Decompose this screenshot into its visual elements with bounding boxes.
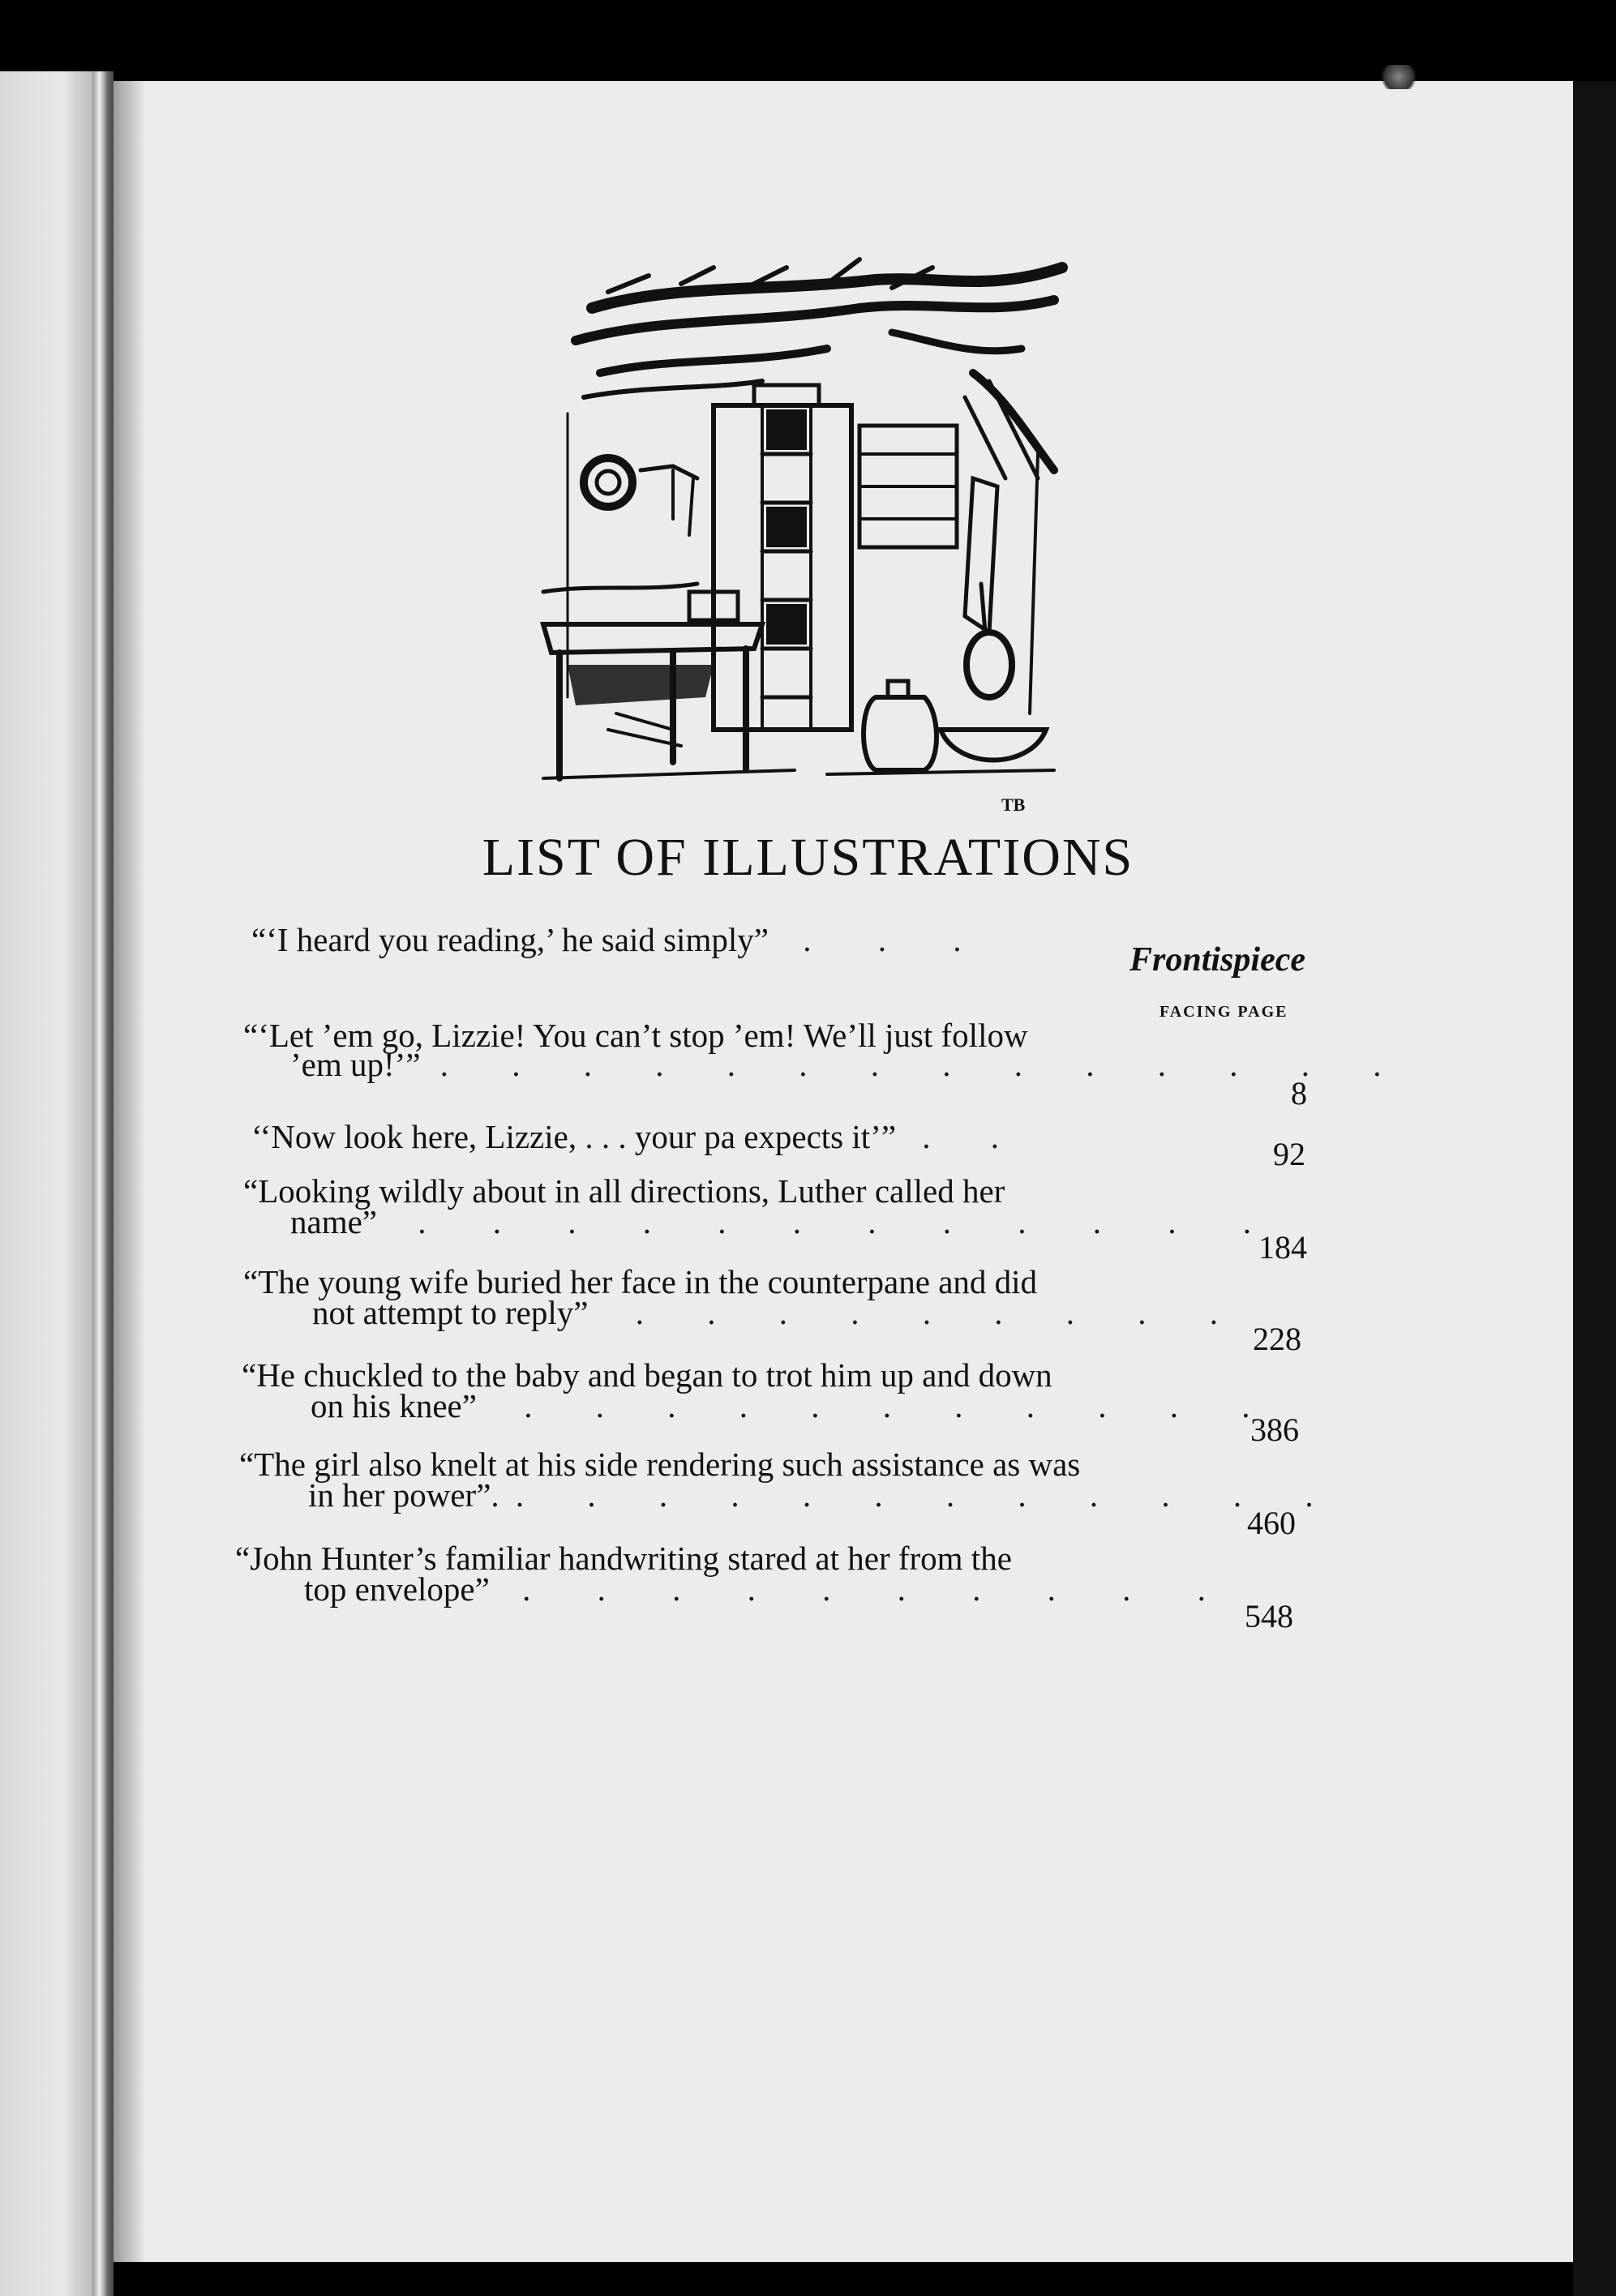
entry-caption-line-1: “‘Let ’em go, Lizzie! You can’t stop ’em! We’ll just follow xyxy=(243,1017,1028,1054)
entry-caption-line-2: ’em up!’” . . . . . . . . . . . . . . xyxy=(290,1046,1409,1083)
gutter-shadow xyxy=(114,81,146,2262)
entry-page-number: 92 xyxy=(1273,1136,1305,1172)
illustration-entry xyxy=(243,1262,1245,1332)
dot-leader: . . . . . . . . . . . xyxy=(524,1387,1278,1424)
entry-caption-line-1: “He chuckled to the baby and began to trot him up and down xyxy=(242,1356,1052,1394)
entry-caption-line-2: top envelope” . . . . . . . . . . xyxy=(304,1570,1235,1608)
dot-leader: . . . xyxy=(803,921,991,958)
illustration-entry xyxy=(251,1117,1025,1156)
entry-page-number: 228 xyxy=(1253,1321,1301,1357)
entry-page-number: 8 xyxy=(1291,1075,1307,1112)
entry-caption-line-1: “The young wife buried her face in the counterpane and did xyxy=(243,1263,1038,1300)
entry-caption-line-1: “John Hunter’s familiar handwriting stared at her from the xyxy=(235,1540,1012,1577)
scan-border xyxy=(1573,81,1616,2296)
entry-caption-line-2: name” . . . . . . . . . . . . xyxy=(290,1203,1280,1240)
dot-leader: . . . . . . . . . . . . . . xyxy=(439,1046,1409,1083)
entry-page-frontispiece: Frontispiece xyxy=(1129,941,1305,979)
entry-caption-line-1: ‘‘Now look here, Lizzie, . . . your pa expects it’” . . xyxy=(251,1118,1026,1155)
illustration-entry xyxy=(242,1356,1277,1425)
page-title: LIST OF ILLUSTRATIONS xyxy=(482,828,1134,887)
dot-leader: . . . . . . . . . . . . xyxy=(418,1203,1280,1240)
entry-page-number: 184 xyxy=(1258,1229,1307,1266)
artist-initials: TB xyxy=(1001,795,1026,815)
entry-page-number: 548 xyxy=(1245,1598,1293,1634)
dot-leader: . . . . . . . . . . . . xyxy=(515,1476,1341,1514)
dot-leader: . . . . . . . . . . xyxy=(522,1570,1235,1608)
kitchen-illustration xyxy=(405,211,1095,827)
facing-page-header: FACING PAGE xyxy=(1159,1003,1288,1021)
entry-caption-line-2: on his knee” . . . . . . . . . . . xyxy=(311,1387,1278,1424)
illustration-entry xyxy=(243,1016,1409,1084)
dot-leader: . . . . . . . . . xyxy=(635,1294,1245,1331)
scan-smudge xyxy=(1378,65,1419,89)
entry-page-number: 386 xyxy=(1250,1411,1299,1448)
entry-caption-line-2: not attempt to reply” . . . . . . . . . xyxy=(312,1294,1245,1331)
entry-caption-line-2: in her power”. . . . . . . . . . . . . xyxy=(308,1476,1341,1514)
entry-page-number: 460 xyxy=(1247,1505,1296,1541)
left-page-edge xyxy=(0,71,114,2296)
illustration-entry-frontispiece xyxy=(251,920,990,959)
illustration-entry xyxy=(235,1539,1235,1608)
illustration-entry xyxy=(239,1445,1341,1514)
dot-leader: . . xyxy=(922,1118,1026,1155)
entry-caption-line-1: “The girl also knelt at his side rendering such assistance as was xyxy=(239,1446,1081,1483)
entry-caption-line-1: “Looking wildly about in all directions, Luther called her xyxy=(243,1172,1005,1210)
entry-caption: “‘I heard you reading,’ he said simply” . . . xyxy=(251,921,991,958)
illustration-entry xyxy=(243,1172,1280,1241)
